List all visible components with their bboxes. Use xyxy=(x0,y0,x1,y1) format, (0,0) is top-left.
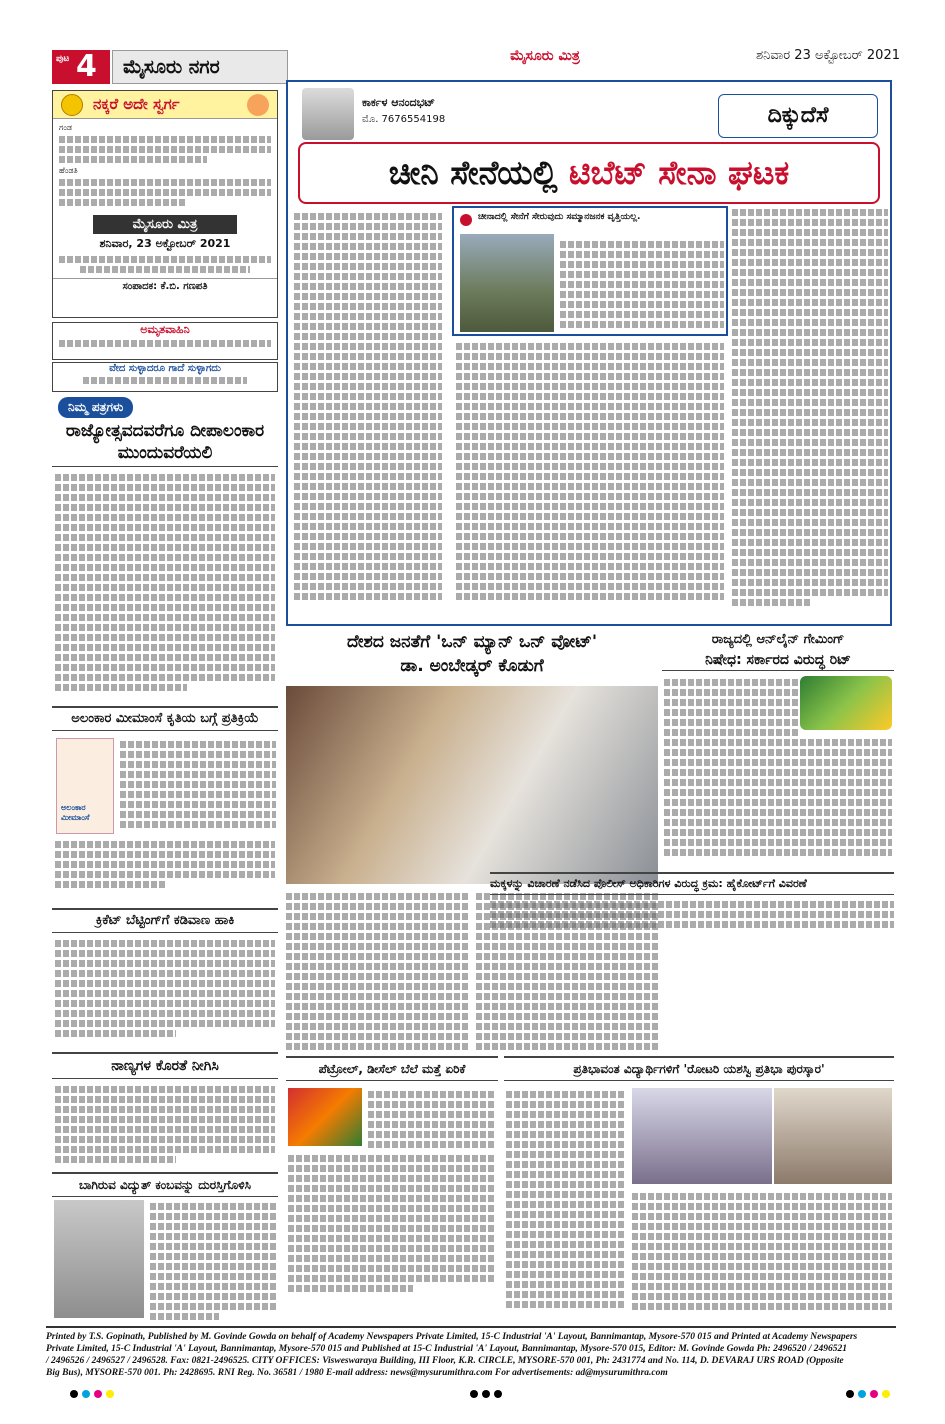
red-bullet-icon xyxy=(460,214,472,226)
award-photo-2 xyxy=(774,1088,892,1184)
letter-5 xyxy=(52,1172,278,1320)
imprint-line-1: Printed by T.S. Gopinath, Published by M. Govinde Gowda on behalf of Academy Newspapers Private Limited, 15-C Industrial 'A' Layout, Bannimantap, Mysore-570 015 and Printed at Academy Newspapers xyxy=(46,1332,858,1342)
page-number-badge xyxy=(52,50,110,84)
column-title: ದಿಕ್ಕುದೆಸೆ xyxy=(718,94,878,138)
police-story xyxy=(490,872,894,932)
letter-1-headline: ರಾಜ್ಯೋತ್ಸವದವರೆಗೂ ದೀಪಾಲಂಕಾರ ಮುಂದುವರೆಯಲಿ xyxy=(52,420,278,467)
section-title: ಮೈಸೂರು ನಗರ xyxy=(112,50,288,84)
ambedkar-story xyxy=(286,630,658,1050)
police-headline: ಮಕ್ಕಳನ್ನು ವಿಚಾರಣೆ ನಡೆಸಿದ ಪೊಲೀಸ್ ಅಧಿಕಾರಿಗಳ ವಿರುದ್ಧ ಕ್ರಮ: ಹೈಕೋರ್ಟ್‌ಗೆ ವಿವರಣೆ xyxy=(490,872,894,895)
ganda-label: ಗಂಡ xyxy=(59,123,72,132)
soldier-photo xyxy=(460,234,554,332)
ambedkar-headline-1: ದೇಶದ ಜನತೆಗೆ 'ಒನ್ ಮ್ಯಾನ್ ಒನ್ ವೋಟ್' xyxy=(346,632,598,652)
pull-quote: ಚೀನಾದಲ್ಲಿ ಸೇನೆಗೆ ಸೇರುವುದು ಸಮ್ಮಾನಜನಕ ವೃತ್ತಿಯಲ್ಲ. xyxy=(478,212,641,222)
your-letters-banner xyxy=(52,396,278,420)
letter-4-headline: ನಾಣ್ಯಗಳ ಕೊರತೆ ನೀಗಿಸಿ xyxy=(52,1052,278,1079)
gaming-headline-1: ರಾಜ್ಯದಲ್ಲಿ ಆನ್‌ಲೈನ್ ಗೇಮಿಂಗ್ xyxy=(711,632,845,647)
smiley-icon xyxy=(61,94,83,116)
registration-marks xyxy=(70,1390,890,1400)
fuel-nozzle-photo xyxy=(288,1088,362,1146)
gaming-headline-2: ನಿಷೇಧ: ಸರ್ಕಾರದ ವಿರುದ್ಧ ರಿಟ್ xyxy=(662,650,894,671)
imprint-line-3: / 2496526 / 2496527 / 2496528. Fax: 0821-2496525. CITY OFFICES: Visweswaraya Building, III Floor, K.R. CIRCLE, MYSORE-570 001, Ph: 2431774 and No. 114, D. DEVARAJ URS ROAD (Opposite xyxy=(46,1356,844,1366)
imprint-footer xyxy=(46,1326,896,1379)
ambedkar-headline-2: ಡಾ. ಅಂಬೇಡ್ಕರ್ ಕೊಡುಗೆ xyxy=(400,656,544,676)
letter-1 xyxy=(52,420,278,702)
book-title: ಅಲಂಕಾರ ಮೀಮಾಂಸೆ xyxy=(61,803,90,822)
phone-game-photo xyxy=(800,676,892,730)
letter-2-headline: ಅಲಂಕಾರ ಮೀಮಾಂಸೆ ಕೃತಿಯ ಬಗ್ಗೆ ಪ್ರತಿಕ್ರಿಯೆ xyxy=(52,706,278,731)
brand-date: ಶನಿವಾರ, 23 ಅಕ್ಟೋಬರ್ 2021 xyxy=(99,237,231,250)
pull-quote-box xyxy=(452,206,728,336)
letter-2 xyxy=(52,706,278,906)
author-phone: ಮೊ. 7676554198 xyxy=(362,114,446,125)
hendati-label: ಹೆಂಡತಿ xyxy=(59,166,78,175)
amrutavani-title: ಅಮೃತವಾಹಿನಿ xyxy=(140,323,190,336)
laughing-man-icon xyxy=(247,94,269,116)
pole-photo xyxy=(54,1200,144,1318)
gaming-story xyxy=(662,630,894,868)
letter-3-headline: ಕ್ರಿಕೆಟ್ ಬೆಟ್ಟಿಂಗ್‌ಗೆ ಕಡಿವಾಣ ಹಾಕಿ xyxy=(52,908,278,933)
imprint-line-2: Private Limited, 15-C Industrial 'A' Layout, Bannimantap, Mysore-570 015 and Published at 15-C Industrial 'A' Layout, Bannimantap, Mysore-570 015, Editor: M. Govinde Gowda Ph: 2496520 / 2496521 xyxy=(46,1344,847,1354)
rotary-story xyxy=(504,1056,894,1318)
imprint-line-4: Big Bus), MYSORE-570 001. Ph: 2428695. RNI Reg. No. 36581 / 1980 E-mail address: news@mysurumithra.com For advertisements: ad@mysurumithra.com xyxy=(46,1368,668,1378)
joke-title: ನಕ್ಕರೆ ಅದೇ ಸ್ವರ್ಗ xyxy=(93,95,180,113)
joke-box xyxy=(52,90,278,318)
rotary-headline: ಪ್ರತಿಭಾವಂತ ವಿದ್ಯಾರ್ಥಿಗಳಿಗೆ 'ರೋಟರಿ ಯಶಸ್ವಿ ಪ್ರತಿಭಾ ಪುರಸ್ಕಾರ' xyxy=(504,1056,894,1081)
letter-4 xyxy=(52,1052,278,1168)
letters-title: ನಿಮ್ಮ ಪತ್ರಗಳು xyxy=(58,397,133,418)
dikkudese-feature xyxy=(286,80,892,626)
veda-box xyxy=(52,362,278,392)
letter-5-headline: ಬಾಗಿರುವ ವಿದ್ಯುತ್ ಕಂಬವನ್ನು ದುರಸ್ತಿಗೊಳಿಸಿ xyxy=(52,1172,278,1197)
amrutavani-box xyxy=(52,322,278,360)
author-photo xyxy=(302,88,354,140)
ambedkar-photo xyxy=(286,686,658,884)
main-headline xyxy=(298,142,880,204)
masthead: ಮೈಸೂರು ಮಿತ್ರ xyxy=(510,48,580,64)
award-photo-1 xyxy=(632,1088,772,1184)
page-word: ಪುಟ xyxy=(56,54,70,64)
petrol-headline: ಪೆಟ್ರೋಲ್, ಡೀಸೆಲ್ ಬೆಲೆ ಮತ್ತೆ ಏರಿಕೆ xyxy=(286,1056,498,1081)
brand-strip: ಮೈಸೂರು ಮಿತ್ರ xyxy=(93,215,237,234)
author-name: ಕಾರ್ಕಳ ಆನಂದಭಟ್ xyxy=(362,96,435,109)
veda-title: ವೇದ ಸುಳ್ಳಾದರೂ ಗಾದೆ ಸುಳ್ಳಾಗದು xyxy=(109,363,221,374)
letter-3 xyxy=(52,908,278,1048)
editor-line: ಸಂಪಾದಕ: ಕೆ.ಬಿ. ಗಣಪತಿ xyxy=(53,278,277,292)
page-number: 4 xyxy=(76,49,97,84)
book-cover xyxy=(56,738,114,834)
headline-part-b: ಟಿಬೆಟ್ ಸೇನಾ ಘಟಕ xyxy=(569,153,790,192)
petrol-story xyxy=(286,1056,498,1318)
issue-date: ಶನಿವಾರ 23 ಅಕ್ಟೋಬರ್ 2021 xyxy=(756,48,900,63)
headline-part-a: ಚೀನಿ ಸೇನೆಯಲ್ಲಿ xyxy=(388,153,570,192)
